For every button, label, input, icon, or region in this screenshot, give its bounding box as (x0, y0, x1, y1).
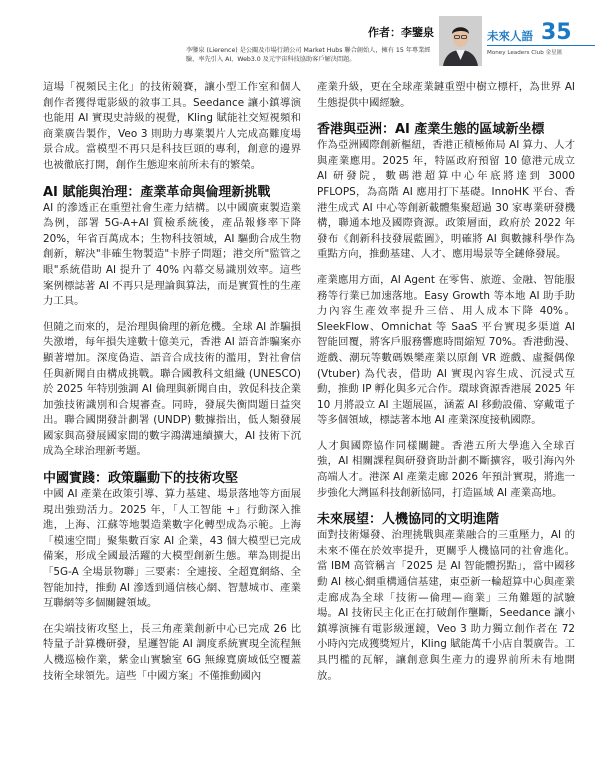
paragraph: AI 的滲透正在重塑社會生產力結構。以中國廣東製造業為例，部署 5G-A+AI 質檢系統後，產品報修率下降 20%，年省百萬成本；生物科技領域，AI 驅動合成生物創新，解決"非確生物製造"卡脖子問題；港交所"監管之眼"系統借助 AI 提升了 40% 內幕交易識別效率。這些案例標誌著 AI 不再只是理論與算法，而是實質性的生產力工具。 (43, 201, 301, 308)
author-photo (439, 16, 482, 66)
paragraph: 但隨之而來的，是治理與倫理的新危機。全球 AI 詐騙損失激增，每年損失達數十億美元，香港 AI 語音詐騙案亦顯著增加。深度偽造、語音合成技術的濫用，對社會信任與新聞自由構成挑戰。聯合國教科文組織 (UNESCO) 於 2025 年特別強調 AI 倫理與新聞自由，敦促科技企業加強技術識別和合規審查。同時，發展失衡問題日益突出。聯合國開發計劃署 (UNDP) 數據指出，低人類發展國家與高發展國家間的數字鴻溝連續擴大，AI 技術下沉成為全球治理新考題。 (43, 320, 301, 458)
divider (487, 45, 595, 46)
paragraph: 在尖端技術攻堅上，長三角產業創新中心已完成 26 比特量子計算機研發，星邏智能 AI 調度系統實現全流程無人機巡檢作業，紫金山實驗室 6G 無線寬廣域低空覆蓋技術全球領先。這些「中國方案」不僅推動國內 (43, 622, 301, 682)
left-column (43, 80, 301, 684)
paragraph: 作為亞洲國際創新樞紐，香港正積極佈局 AI 算力、人才與產業應用。2025 年，特區政府預留 10 億港元成立 AI 研發院，數碼港超算中心年底將達到 3000 PFLOPS，為高階 AI 應用打下基礎。InnoHK 平台、香港生成式 AI 中心等創新載體集聚超過 30 家專業研發機構，聯通本地及國際資源。政策層面，政府於 2022 年發布《創新科技發展藍圖》，明確將 AI 與數據科學作為重點方向，推動基建、人才、應用場景等全鏈條發展。 (317, 139, 575, 261)
right-column (317, 80, 575, 684)
paragraph: 面對技術爆發、治理挑戰與產業融合的三重壓力，AI 的未來不僅在於效率提升，更關乎人機協同的社會進化。當 IBM 高管稱言「2025 是 AI 智能體拐點」，當中國移動 AI 核心網重構通信基建，東亞新一輪超算中心與產業走廊成為全球「技術—倫理—商業」三角難題的試驗場。AI 技術民主化正在打破創作壟斷，Seedance 讓小鎮導演擁有電影級運鏡，Veo 3 助力獨立創作者在 72 小時內完成獲獎短片，Kling 賦能萬千小店自製廣告。工具門檻的瓦解，讓創意與生產力的邊界前所未有地開放。 (317, 529, 575, 682)
paragraph: 產業升級，更在全球產業鏈重塑中樹立標杆，為世界 AI 生態提供中國經驗。 (317, 81, 575, 109)
brand-block (487, 22, 597, 56)
section-label: 未來人語 (487, 29, 533, 43)
author-name: 作者：李鑒泉 (368, 26, 434, 39)
section-heading: 未來展望：人機協同的文明進階 (317, 512, 500, 528)
paragraph: 產業應用方面，AI Agent 在零售、旅遊、金融、智能服務等行業已加速落地。Easy Growth 等本地 AI 助手助力內容生產效率提升三倍、用人成本下降 40%。SleekFlow、Omnichat 等 SaaS 平台實現多渠道 AI 智能回覆，將客戶服務響應時間縮短 70%。香港動漫、遊戲、潮玩等數碼娛樂產業以原創 VR 遊戲、虛擬偶像 (Vtuber) 為代表，借助 AI 實現內容生成、沉浸式互動，推動 IP 孵化與多元合作。環球資源香港展 2025 年 10 月將設立 AI 主題展區，涵蓋 AI 移動設備、穿戴電子等多個領域，標誌著本地 AI 產業深度接軌國際。 (317, 273, 575, 427)
paragraph: 人才與國際協作同樣關鍵。香港五所大學進入全球百強，AI 相關課程與研發資助計劃不斷擴容，吸引海內外高端人才。港深 AI 產業走廊 2026 年預計實現，將進一步強化大灣區科技創新協同，打造區域 AI 產業高地。 (317, 439, 575, 499)
author-bio: 李鑒泉 (Lierence) 是公關及市場行銷公司 Market Hubs 聯合創始人，擁有 15 年專業經驗，率先引入 AI、Web3.0 及元宇宙科技協助客戶解決問題。 (186, 47, 431, 63)
paragraph: 這場「視頻民主化」的技術競賽，讓小型工作室和個人創作者獲得電影級的敘事工具。Seedance 讓小鎮導演也能用 AI 實現史詩級的視覺，Kling 賦能社交短視頻和商業廣告製作，Veo 3 則助力專業製片人完成高難度場景合成。當模型不再只是科技巨頭的專利，創意的邊界也被徹底打開，創作生態迎來前所未有的繁榮。 (43, 81, 301, 171)
page-number: 35 (541, 20, 572, 45)
section-heading: 中國實踐：政策驅動下的技術攻堅 (43, 471, 239, 487)
section-heading: 香港與亞洲：AI 產業生態的區域新坐標 (317, 122, 545, 138)
paragraph: 中國 AI 產業在政策引導、算力基建、場景落地等方面展現出強勁活力。2025 年，「人工智能 +」行動深入推進，上海、江蘇等地製造業數字化轉型成為示範。上海「模速空間」聚集數百家 AI 企業，43 個大模型已完成備案，形成全國最活躍的大模型創新生態。華為則提出「5G-A 全場景物聯」三要素：全連接、全超寬網絡、全智能加持，推動 AI 滲透到通信核心網、智慧城市、產業互聯網等多個關鍵領域。 (43, 488, 301, 610)
section-heading: AI 賦能與治理：產業革命與倫理新挑戰 (43, 184, 271, 200)
brand-subtitle: Money Leaders Club 金星匯 (487, 50, 563, 56)
author-block (186, 24, 434, 64)
